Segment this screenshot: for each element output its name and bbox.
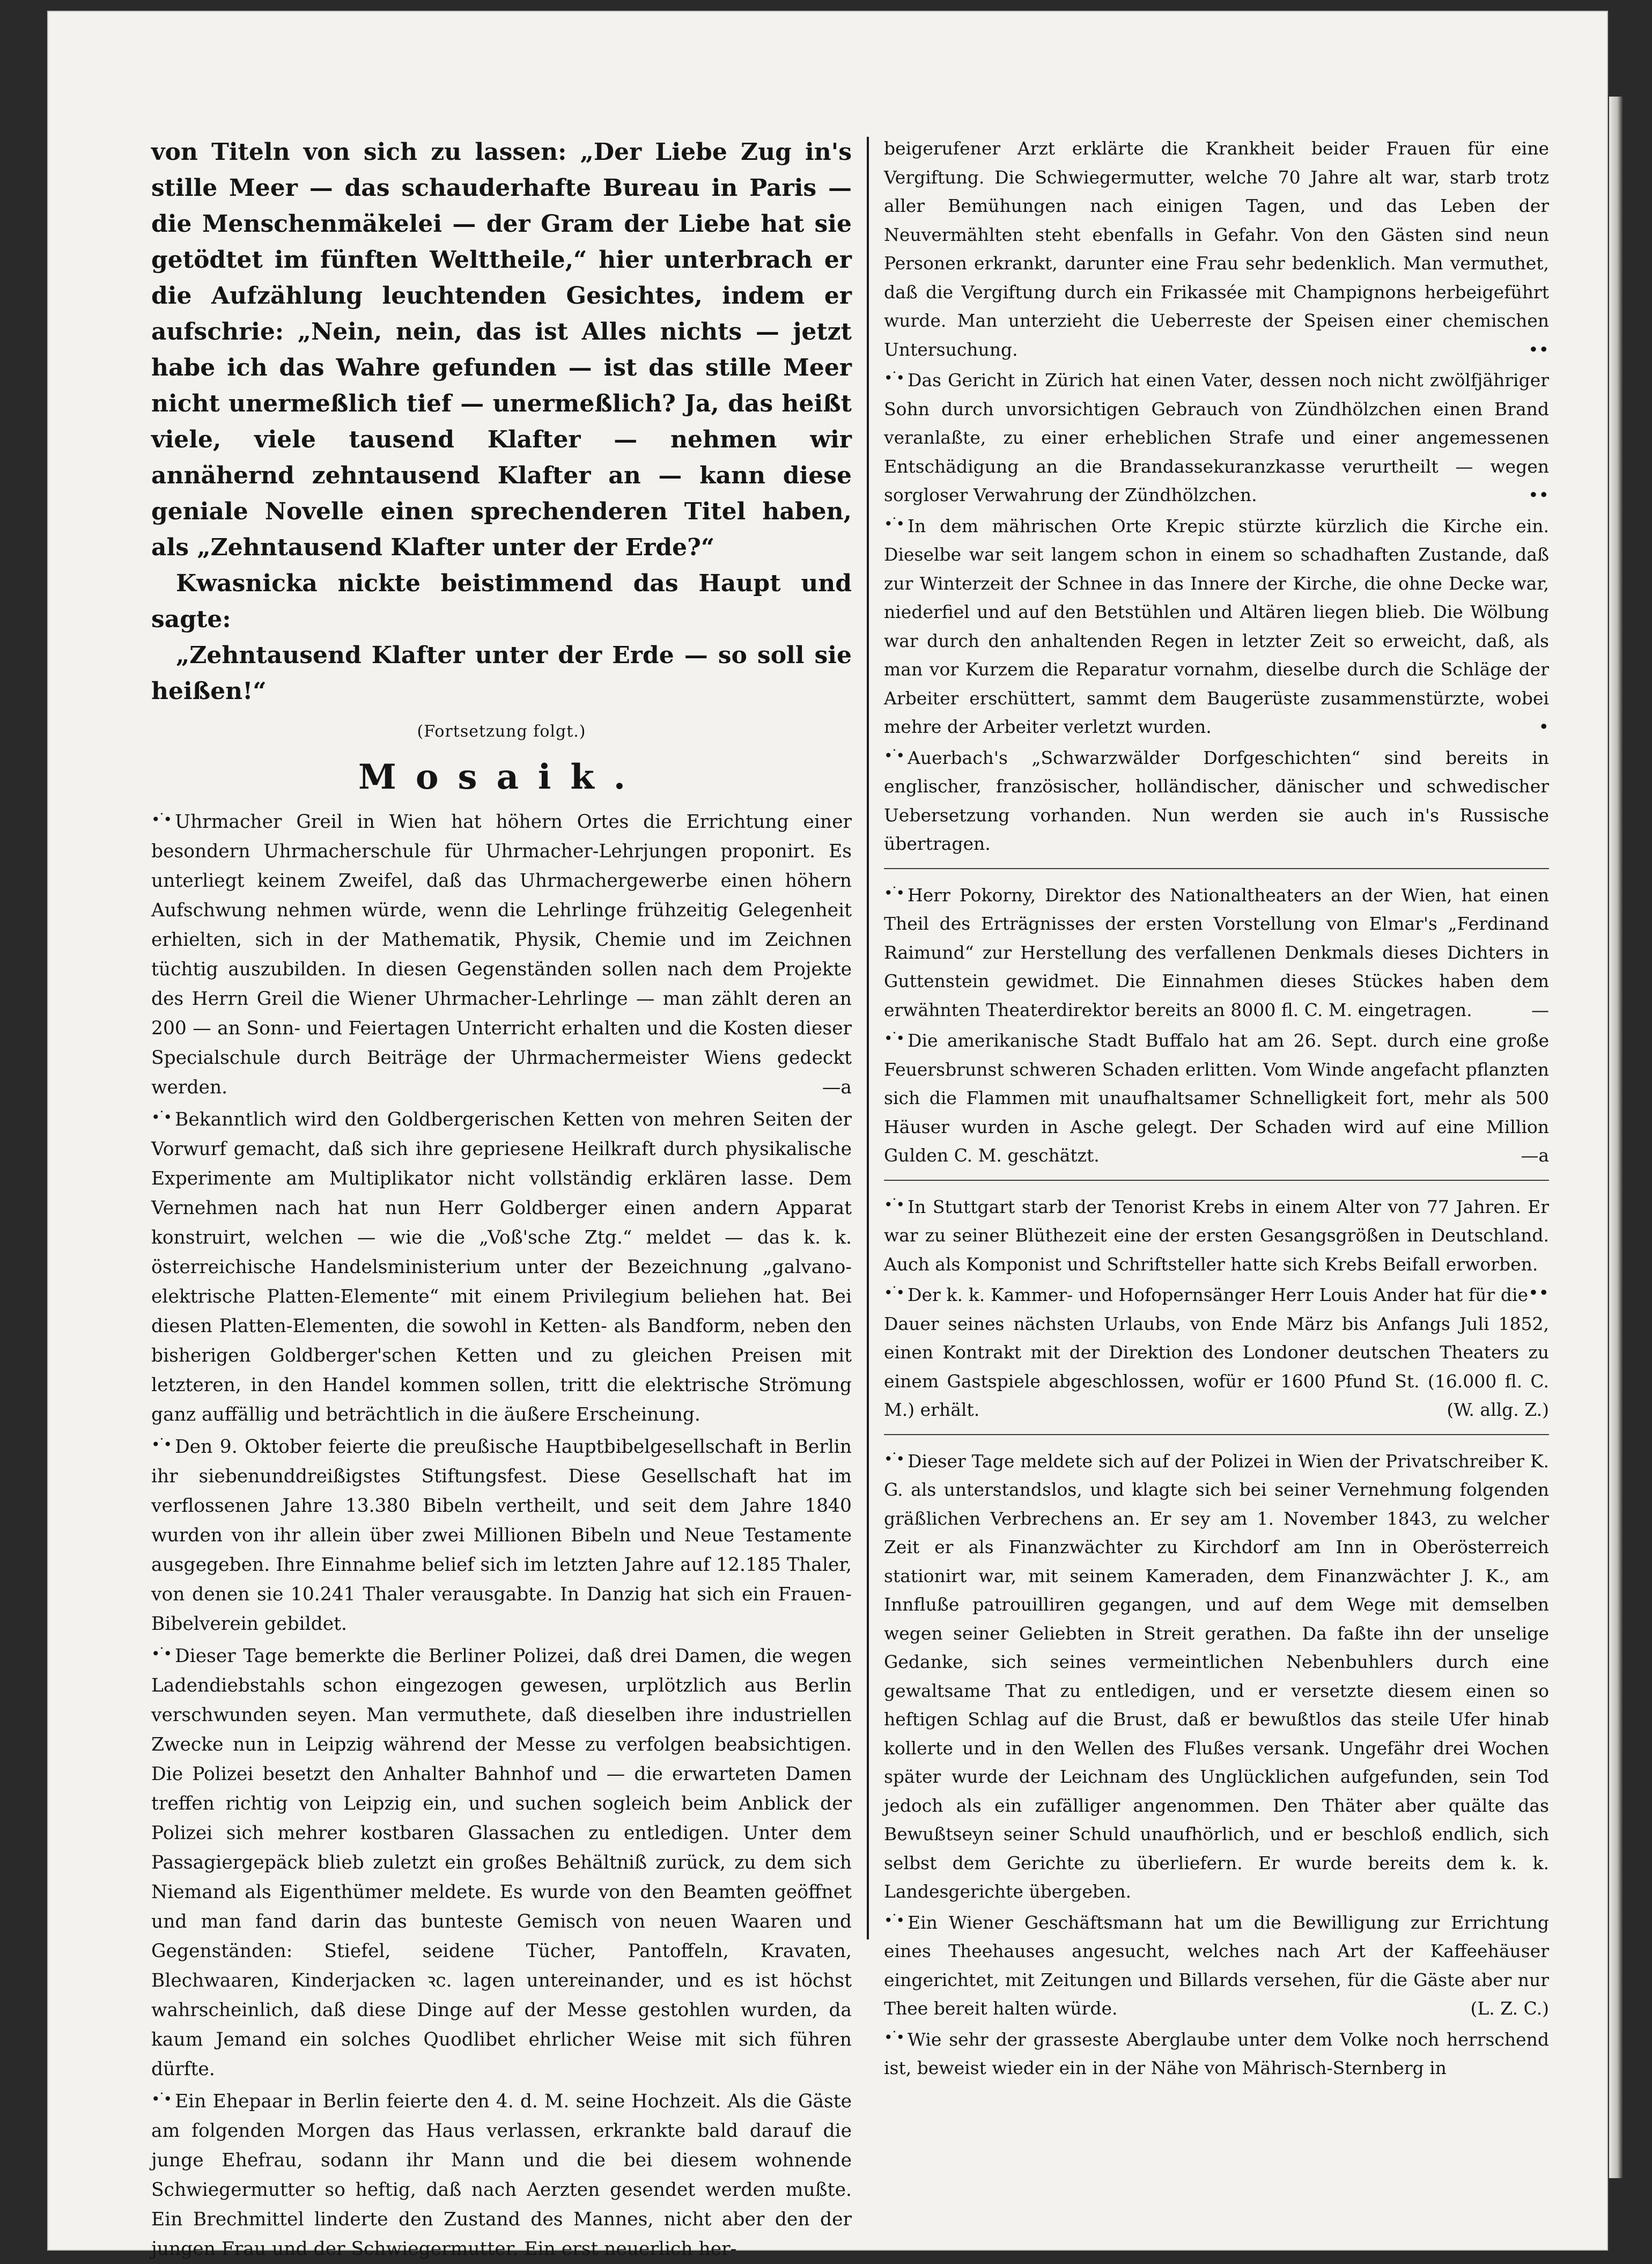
separator-mark: •˙• xyxy=(151,1436,171,1453)
news-item-text: Uhrmacher Greil in Wien hat höhern Ortes die Errichtung einer besondern Uhrmacherschule für Uhrmacher-Lehrjungen proponirt. Es unterliegt keinem Zweifel, daß das Uhrmachergewerbe einen höhern Aufschwung nehmen würde, wenn die Lehrlinge frühzeitig Gelegenheit erhielten, sich in der Mathematik, Physik, Chemie und im Zeichnen tüchtig auszubilden. In diesen Gegenständen sollen nach dem Projekte des Herrn Greil die Wiener Uhrmacher-Lehrlinge — man zählt deren an 200 — an Sonn- und Feiertagen Unterricht erhalten und die Kosten dieser Specialschule durch Beiträge der Uhrmachermeister Wiens gedeckt werden. xyxy=(151,811,852,1098)
separator-mark: •˙• xyxy=(151,1108,171,1126)
news-item xyxy=(884,510,1549,741)
scan-page-edge xyxy=(1609,97,1623,2178)
story-ending-paragraph-2: Kwasnicka nickte beistimmend das Haupt und sagte: xyxy=(151,570,852,633)
story-ending-paragraph: von Titeln von sich zu lassen: „Der Liebe Zug in's stille Meer — das schauderhafte Bureau in Paris — die Menschenmäkelei — der Gram der Liebe hat sie getödtet im fünften Welttheile,“ hier unterbrach er die Aufzählung leuchtenden Gesichtes, indem er aufschrie: „Nein, nein, das ist Alles nichts — jetzt habe ich das Wahre gefunden — ist das stille Meer nicht unermeßlich tief — unermeßlich? Ja, das heißt viele, viele tausend Klafter — nehmen wir annähernd zehntausend Klafter an — kann diese geniale Novelle einen sprechenderen Titel haben, als „Zehntausend Klafter unter der Erde?“ xyxy=(151,138,852,561)
news-item xyxy=(884,1190,1549,1303)
news-item xyxy=(151,805,852,1102)
separator-mark: •˙• xyxy=(884,1911,903,1929)
news-item-text: Ein Wiener Geschäftsmann hat um die Bewilligung zur Errichtung eines Theehauses angesucht, welches nach Art der Kaffeehäuser eingerichtet, mit Zeitungen und Billards versehen, für die Gäste aber nur Thee bereit halten würde. xyxy=(884,1912,1549,2019)
news-item-source: — xyxy=(1531,999,1549,1020)
news-item-source: •• xyxy=(1528,1282,1549,1303)
news-item-text: Ein Ehepaar in Berlin feierte den 4. d. M. seine Hochzeit. Als die Gäste am folgenden Morgen das Haus verlassen, erkrankte bald darauf die junge Ehefrau, sodann ihr Mann und die bei diesem wohnende Schwiegermutter so heftig, daß nach Aerzten gesendet werden mußte. Ein Brechmittel linderte den Zustand des Mannes, nicht aber den der jungen Frau und der Schwiegermutter. Ein erst neuerlich her- xyxy=(151,2091,852,2260)
news-item xyxy=(884,741,1549,858)
news-item-text: Dieser Tage meldete sich auf der Polizei in Wien der Privatschreiber K. G. als unterstandslos, und klagte sich bei seiner Vernehmung folgenden gräßlichen Verbrechens an. Er sey am 1. November 1843, zu welcher Zeit er als Finanzwächter zu Kirchdorf am Inn in Oberösterreich stationirt war, mit seinem Kameraden, dem Finanzwächter J. K., am Innfluße patrouilliren gegangen, und auf dem Wege mit demselben wegen seiner Geliebten in Streit gerathen. Da faßte ihn der unselige Gedanke, sich seines vermeintlichen Nebenbuhlers durch eine gewaltsame That zu entledigen, und er versetzte diesem einen so heftigen Schlag auf die Brust, daß er bewußtlos das steile Ufer hinab kollerte und in den Wellen des Flußes versank. Ungefähr drei Wochen später wurde der Leichnam des Unglücklichen aufgefunden, sein Tod jedoch als ein zufälliger angenommen. Den Thäter aber quälte das Bewußtseyn seiner Schuld unaufhörlich, und er beschloß endlich, sich selbst dem Gerichte zu überliefern. Er wurde bereits dem k. k. Landesgerichte übergeben. xyxy=(884,1450,1549,1902)
news-item-text: Der k. k. Kammer- und Hofopernsänger Herr Louis Ander hat für die Dauer seines nächsten Urlaubs, von Ende März bis Anfangs Juli 1852, einen Kontrakt mit der Direktion des Londoner deutschen Theaters zu einem Gastspiele abgeschlossen, wofür er 1600 Pfund St. (16.000 fl. C. M.) erhält. xyxy=(884,1284,1549,1420)
separator-mark: •˙• xyxy=(884,514,903,533)
separator-mark: •˙• xyxy=(884,1195,903,1214)
news-item-source: •• xyxy=(1528,484,1549,505)
horizontal-rule xyxy=(884,1180,1549,1181)
news-item-source: • xyxy=(1538,716,1549,737)
news-item xyxy=(884,134,1549,364)
news-item-text: Dieser Tage bemerkte die Berliner Polizei, daß drei Damen, die wegen Ladendiebstahls schon eingezogen gewesen, urplötzlich aus Berlin verschwunden seyen. Man vermuthete, daß dieselben ihre industriellen Zwecke nun in Leipzig während der Messe zu verfolgen beabsichtigen. Die Polizei besetzt den Anhalter Bahnhof und — die erwarteten Damen treffen richtig von Leipzig ein, und suchen sogleich beim Anblick der Polizei sich mehrer kostbaren Glassachen zu entledigen. Unter dem Passagiergepäck blieb zuletzt ein großes Behältniß zurück, zu dem sich Niemand als Eigenthümer meldete. Es wurde von den Beamten geöffnet und man fand darin das bunteste Gemisch von neuen Waaren und Gegenständen: Stiefel, seidene Tücher, Pantoffeln, Kravaten, Blechwaaren, Kinderjacken ꝛc. lagen untereinander, und es ist höchst wahrscheinlich, daß diese Dinge auf der Messe gestohlen wurden, da kaum Jemand ein solches Quodlibet ehrlicher Weise mit sich führen dürfte. xyxy=(151,1645,852,2080)
news-item-source: (W. allg. Z.) xyxy=(1447,1399,1549,1420)
separator-mark: •˙• xyxy=(884,2028,903,2046)
news-item-text: Auerbach's „Schwarzwälder Dorfgeschichten“ sind bereits in englischer, französischer, holländischer, dänischer und schwedischer Uebersetzung vorhanden. Nun werden sie auch in's Russische übertragen. xyxy=(884,747,1549,854)
news-item-source: —a xyxy=(1521,1145,1549,1166)
separator-mark: •˙• xyxy=(884,1284,903,1302)
news-item-text: Die amerikanische Stadt Buffalo hat am 26. Sept. durch eine große Feuersbrunst schweren Schaden erlitten. Vom Winde angefacht pflanzten sich die Flammen mit unaufhaltsamer Schnelligkeit fort, mehr als 500 Häuser wurden in Asche gelegt. Der Schaden wird auf eine Million Gulden C. M. geschätzt. xyxy=(884,1030,1549,1166)
news-item-source: •• xyxy=(1528,339,1549,360)
news-item-source: (L. Z. C.) xyxy=(1470,1998,1549,2019)
left-column xyxy=(151,134,852,2264)
column-divider xyxy=(867,137,869,1939)
news-item-text: Bekanntlich wird den Goldbergerischen Ketten von mehren Seiten der Vorwurf gemacht, daß sich ihre gepriesene Heilkraft durch physikalische Experimente am Multiplikator nicht vollständig erklären lasse. Dem Vernehmen nach hat nun Herr Goldberger einen andern Apparat konstruirt, welchen — wie die „Voß'sche Ztg.“ meldet — das k. k. österreichische Handelsministerium unter der Bezeichnung „galvano-elektrische Platten-Elemente“ mit einem Privilegium beliehen hat. Bei diesen Platten-Elementen, die sowohl in Ketten- als Bandform, neben den bisherigen Goldberger'schen Ketten und zu gleichen Preisen mit letzteren, in den Handel kommen sollen, tritt die elektrische Strömung ganz auffällig und beträchtlich in die äußere Erscheinung. xyxy=(151,1109,852,1425)
news-item xyxy=(884,1278,1549,1424)
separator-mark: •˙• xyxy=(151,811,171,828)
separator-mark: •˙• xyxy=(884,369,903,387)
separator-mark: •˙• xyxy=(884,1450,903,1468)
news-item-text: Wie sehr der grasseste Aberglaube unter dem Volke noch herrschend ist, beweist wieder ein in der Nähe von Mährisch-Sternberg in xyxy=(884,2028,1549,2078)
news-item xyxy=(884,2023,1549,2083)
separator-mark: •˙• xyxy=(884,884,903,902)
news-item xyxy=(151,1102,852,1430)
news-item-text: In dem mährischen Orte Krepic stürzte kürzlich die Kirche ein. Dieselbe war seit langem schon in einem so schadhaften Zustande, daß zur Winterzeit der Schnee in das Innere der Kirche, die ohne Decke war, niederfiel und auf den Betstühlen und Altären liegen blieb. Die Wölbung war durch den anhaltenden Regen in letzter Zeit so erweicht, daß, als man vor Kurzem die Reparatur vornahm, dieselbe durch die Schläge der Arbeiter erschüttert, sammt dem Baugerüste zusammenstürzte, wobei mehre der Arbeiter verletzt wurden. xyxy=(884,515,1549,737)
news-item-text: beigerufener Arzt erklärte die Krankheit beider Frauen für eine Vergiftung. Die Schwiegermutter, welche 70 Jahre alt war, starb trotz aller Bemühungen nach einigen Tagen, und das Leben der Neuvermählten steht ebenfalls in Gefahr. Von den Gästen sind neun Personen erkrankt, darunter eine Frau sehr bedenklich. Man vermuthet, daß die Vergiftung durch ein Frikassée mit Champignons herbeigeführt wurde. Man unterzieht die Ueberreste der Speisen einer chemischen Untersuchung. xyxy=(884,138,1549,360)
news-item xyxy=(884,1024,1549,1170)
news-item-text: Herr Pokorny, Direktor des Nationaltheaters an der Wien, hat einen Theil des Erträgnisses der ersten Vorstellung von Elmar's „Ferdinand Raimund“ zur Herstellung des verfallenen Denkmals dieses Dichters in Guttenstein gewidmet. Die Einnahmen dieses Stückes haben dem erwähnten Theaterdirektor bereits an 8000 fl. C. M. eingetragen. xyxy=(884,884,1549,1020)
news-item xyxy=(884,1445,1549,1906)
section-heading: Mosaik. xyxy=(358,757,645,797)
news-item xyxy=(151,1639,852,2084)
news-item xyxy=(884,1906,1549,2023)
news-item-source: —a xyxy=(822,1077,852,1098)
news-item-text: Den 9. Oktober feierte die preußische Hauptbibelgesellschaft in Berlin ihr siebenunddreißigstes Stiftungsfest. Diese Gesellschaft hat im verflossenen Jahre 13.380 Bibeln vertheilt, und seit dem Jahre 1840 wurden von ihr allein über zwei Millionen Bibeln und Neue Testamente ausgegeben. Ihre Einnahme belief sich im letzten Jahre auf 12.185 Thaler, von denen sie 10.241 Thaler verausgabte. In Danzig hat sich ein Frauen-Bibelverein gebildet. xyxy=(151,1436,852,1635)
horizontal-rule xyxy=(884,868,1549,869)
separator-mark: •˙• xyxy=(884,746,903,765)
continuation-note: (Fortsetzung folgt.) xyxy=(417,722,586,741)
separator-mark: •˙• xyxy=(884,1030,903,1047)
news-item xyxy=(151,2084,852,2264)
separator-mark: •˙• xyxy=(151,1645,171,1663)
news-item xyxy=(884,364,1549,510)
horizontal-rule xyxy=(884,1434,1549,1435)
separator-mark: •˙• xyxy=(151,2090,171,2108)
news-item-text: In Stuttgart starb der Tenorist Krebs in einem Alter von 77 Jahren. Er war zu seiner Blüthezeit eine der ersten Gesangsgrößen in Deutschland. Auch als Komponist und Schriftsteller hatte sich Krebs Beifall erworben. xyxy=(884,1196,1549,1275)
right-column xyxy=(884,134,1549,2083)
news-item-text: Das Gericht in Zürich hat einen Vater, dessen noch nicht zwölfjähriger Sohn durch unvorsichtigen Gebrauch von Zündhölzchen einen Brand veranlaßte, zu einer erheblichen Strafe und einer angemessenen Entschädigung an die Brandassekuranzkasse verurtheilt — wegen sorgloser Verwahrung der Zündhölzchen. xyxy=(884,370,1549,505)
story-ending-paragraph-3: „Zehntausend Klafter unter der Erde — so soll sie heißen!“ xyxy=(151,642,852,705)
news-item xyxy=(151,1430,852,1639)
news-item xyxy=(884,879,1549,1025)
